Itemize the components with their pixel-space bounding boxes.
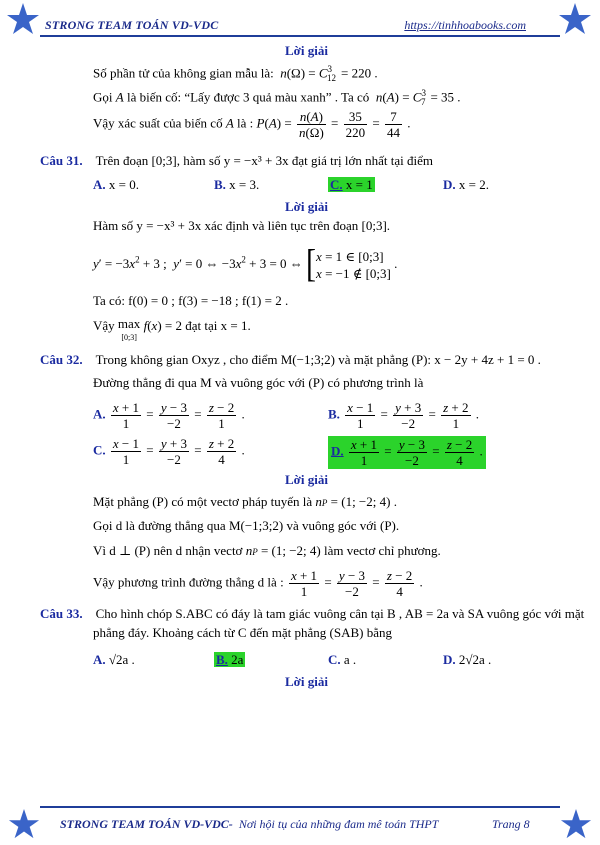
option-c[interactable]: C. a . [328, 652, 357, 667]
solution-line: $y' = -3x^2 + 3$ ; y′ = 0 ⇔ $-3x^2 + 3 = 0$ ⇔ [ x = 1 ∈ [0;3] x = −1 ∉ [0;3] . [93, 242, 398, 286]
solution-heading: Lời giải [285, 472, 328, 487]
solution-line: Mặt phẳng (P) có một vectơ pháp tuyến là nP = (1; −2; 4) . [93, 494, 397, 509]
question-32: Câu 32. Trong không gian Oxyz , cho điểm M(−1;3;2) và mặt phẳng (P): x − 2y + 4z + 1 = 0 . [40, 352, 541, 367]
option-a[interactable]: A. √2a . [93, 652, 135, 667]
header-link[interactable]: https://tinhhoabooks.com [404, 18, 526, 32]
question-31: Câu 31. Trên đoạn [0;3], hàm số y = −x³ + 3x đạt giá trị lớn nhất tại điểm [40, 153, 434, 168]
solution-line: Ta có: f(0) = 0 ; f(3) = −18 ; f(1) = 2 . [93, 293, 289, 308]
solution-heading: Lời giải [285, 674, 328, 689]
option-b-correct[interactable]: B. 2a [216, 652, 244, 667]
option-a[interactable]: A. $\frac{x + 1}{1}$ = $\frac{y - 3}{-2}$ = $\frac{z - 2}{1}$ . [93, 400, 245, 431]
solution-line: Gọi d là đường thẳng qua M(−1;3;2) và vuông góc với (P). [93, 518, 400, 533]
footer-text: STRONG TEAM TOÁN VD-VDC- Nơi hội tụ của những đam mê toán THPT [60, 817, 439, 831]
option-d[interactable]: D. 2√2a . [443, 652, 492, 667]
solution-line: Gọi A là biến cố: “Lấy được 3 quả màu xanh” . Ta có $n(A) = C^3_7 = 35$ . [93, 88, 461, 108]
option-b[interactable]: B. x = 3. [214, 177, 260, 192]
solution-line: Vậy max [0;3] f(x) = 2 đạt tại x = 1. [93, 316, 251, 342]
option-c-correct[interactable]: C. x = 1 [330, 177, 373, 192]
option-b[interactable]: B. $\frac{x - 1}{1}$ = $\frac{y + 3}{-2}$ = $\frac{z + 2}{1}$ . [328, 400, 480, 431]
solution-line: Vậy xác suất của biến cố A là : P(A) = $\frac{n(A)}{n(\Omega)}$ = $\frac{35}{220}$ = $\frac{7}{44}$ . [93, 109, 411, 140]
page-number: Trang 8 [492, 817, 530, 831]
header-rule [40, 35, 560, 37]
solution-heading: Lời giải [285, 199, 328, 214]
question-33-line2: phẳng đáy. Khoảng cách từ C đến mặt phẳng (SAB) bằng [93, 625, 392, 640]
question-32-line2: Đường thẳng đi qua M và vuông góc với (P) có phương trình là [93, 375, 424, 390]
option-d[interactable]: D. x = 2. [443, 177, 489, 192]
solution-line: Số phần tử của không gian mẫu là: $n(\Omega) = C^3_{12} = 220$ . [93, 64, 378, 84]
option-c[interactable]: C. $\frac{x - 1}{1}$ = $\frac{y + 3}{-2}$ = $\frac{z + 2}{4}$ . [93, 436, 245, 467]
option-d-correct[interactable]: D. $\frac{x + 1}{1}$ = $\frac{y - 3}{-2}$ = $\frac{z - 2}{4}$ . [328, 436, 486, 469]
footer-right-star-icon [560, 808, 592, 840]
solution-line: Hàm số y = −x³ + 3x xác định và liên tục trên đoạn [0;3]. [93, 218, 391, 233]
footer-left-star-icon [8, 808, 40, 840]
footer-rule [40, 806, 560, 808]
header-left-star-icon [6, 2, 40, 36]
solution-line: Vì d ⊥ (P) nên d nhận vectơ nP = (1; −2; 4) làm vectơ chỉ phương. [93, 543, 441, 558]
header-title: STRONG TEAM TOÁN VD-VDC [45, 18, 219, 32]
option-a[interactable]: A. x = 0. [93, 177, 139, 192]
solution-heading: Lời giải [285, 43, 328, 58]
solution-line: Vậy phương trình đường thẳng d là : $\frac{x + 1}{1}$ = $\frac{y - 3}{-2}$ = $\frac{z - 2}{4}$ . [93, 568, 423, 599]
header-right-star-icon [558, 2, 592, 36]
question-33: Câu 33. Cho hình chóp S.ABC có đáy là tam giác vuông cân tại B , AB = 2a và SA vuông góc với mặt [40, 606, 585, 621]
